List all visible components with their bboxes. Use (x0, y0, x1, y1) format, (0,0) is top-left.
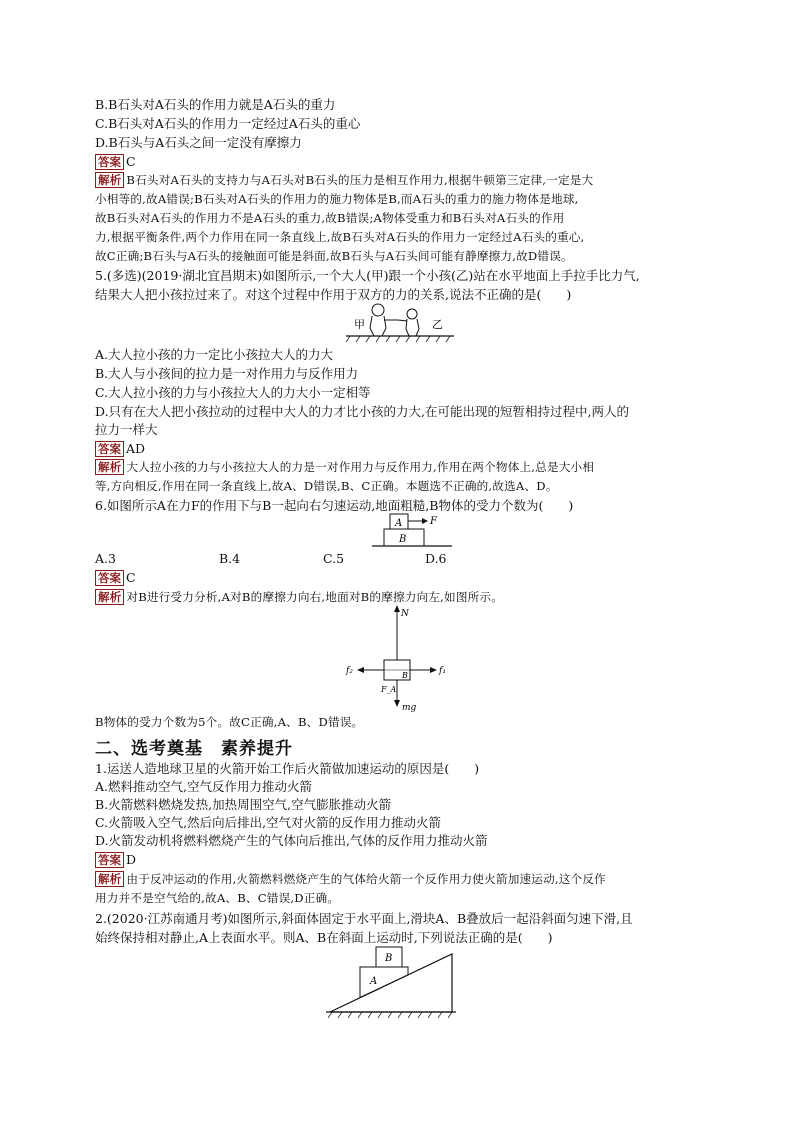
s2q2-stem-line: 2.(2020·江苏南通月考)如图所示,斜面体固定于水平面上,滑块A、B叠放后一起沿斜面匀速下滑,且 (95, 911, 633, 926)
s2q1-explanation-line: 用力并不是空气给的,故A、B、C错误,D正确。 (95, 891, 340, 905)
q5-stem-line: 结果大人把小孩拉过来了。对这个过程中作用于双方的力的关系,说法不正确的是( ) (95, 287, 572, 302)
q5-figure-tug (340, 302, 460, 344)
s2q1-option-b: B.火箭燃料燃烧发热,加热周围空气,空气膨胀推动火箭 (95, 797, 392, 812)
q5-option-d-cont: 拉力一样大 (95, 422, 158, 437)
q4-answer-row (95, 153, 136, 170)
s2q1-option-a: A.燃料推动空气,空气反作用力推动火箭 (95, 779, 312, 794)
q6-label-a: A (395, 518, 403, 529)
s2q2-figure-incline (326, 942, 476, 1022)
q5-answer: AD (126, 441, 146, 456)
s2q1-stem: 1.运送人造地球卫星的火箭开始工作后火箭做加速运动的原因是( ) (95, 761, 480, 776)
q6-option-a: A.3 (95, 551, 116, 566)
q4-explanation-line: 故B石头对A石头的作用力不是A石头的重力,故B错误;A物体受重力和B石头对A石头的作用 (95, 211, 565, 225)
q4-explanation-line: 故C正确;B石头与A石头的接触面可能是斜面,故B石头与A石头间可能有静摩擦力,故D错误。 (95, 249, 573, 263)
q6-option-d: D.6 (425, 551, 447, 566)
explain-tag: 解析 (95, 871, 124, 887)
q6-figure-blocks (372, 512, 472, 550)
q6-option-b: B.4 (219, 551, 241, 566)
q4-option-d: D.B石头与A石头之间一定没有摩擦力 (95, 135, 302, 150)
q6-answer-row (95, 569, 136, 586)
s2q1-option-c: C.火箭吸入空气,然后向后排出,空气对火箭的反作用力推动火箭 (95, 815, 442, 830)
q6-stem: 6.如图所示A在力F的作用下与B一起向右匀速运动,地面粗糙,B物体的受力个数为( ) (95, 498, 574, 513)
q4-option-c: C.B石头对A石头的作用力一定经过A石头的重心 (95, 116, 361, 131)
answer-tag: 答案 (95, 852, 124, 868)
s2q1-explanation-line: 解析 由于反冲运动的作用,火箭燃料燃烧产生的气体给火箭一个反作用力使火箭加速运动,这个反作 (95, 871, 606, 888)
q5-option-b: B.大人与小孩间的拉力是一对作用力与反作用力 (95, 366, 359, 381)
fbd-label-fa: F_A (381, 685, 397, 694)
q4-answer: C (126, 154, 136, 169)
q5-answer-row (95, 440, 145, 457)
fbd-label-mg: mg (402, 703, 417, 713)
q4-explanation-line: 力,根据平衡条件,两个力作用在同一条直线上,故B石头对A石头的作用力一定经过A石头的重心, (95, 230, 585, 244)
q5-explanation-line: 等,方向相反,作用在同一条直线上,故A、D错误,B、C正确。本题选不正确的,故选A、D。 (95, 479, 558, 493)
q6-explanation-line: 解析 对B进行受力分析,A对B的摩擦力向右,地面对B的摩擦力向左,如图所示。 (95, 589, 503, 606)
fbd-label-f1: f₁ (439, 666, 446, 676)
s2q2-label-a: A (370, 976, 378, 987)
q6-free-body-diagram (340, 604, 460, 714)
answer-tag: 答案 (95, 570, 124, 586)
s2q2-label-b: B (385, 953, 393, 964)
q6-label-f: F (430, 516, 437, 527)
q5-option-a: A.大人拉小孩的力一定比小孩拉大人的力大 (95, 347, 334, 362)
q5-option-c: C.大人拉小孩的力与小孩拉大人的力大小一定相等 (95, 385, 371, 400)
fbd-label-n: N (401, 609, 409, 619)
q6-option-c: C.5 (323, 551, 345, 566)
answer-tag: 答案 (95, 441, 124, 457)
fbd-label-f2: f₂ (346, 666, 353, 676)
fbd-label-b: B (402, 671, 408, 680)
s2q1-answer: D (126, 852, 137, 867)
s2q1-answer-row (95, 851, 136, 868)
q4-option-b: B.B石头对A石头的作用力就是A石头的重力 (95, 97, 336, 112)
explain-tag: 解析 (95, 172, 124, 188)
q4-explanation-line: 小相等的,故A错误;B石头对A石头的作用力的施力物体是B,而A石头的重力的施力物体是地球, (95, 192, 579, 206)
q4-explanation-line: 解析 B石头对A石头的支持力与A石头对B石头的压力是相互作用力,根据牛顿第三定律,一定是大 (95, 172, 593, 189)
q5-label-left: 甲 (354, 318, 365, 331)
explain-tag: 解析 (95, 589, 124, 605)
q6-label-b: B (399, 534, 407, 545)
q5-option-d: D.只有在大人把小孩拉动的过程中大人的力才比小孩的力大,在可能出现的短暂相持过程中,两人的 (95, 404, 629, 419)
q6-answer: C (126, 570, 136, 585)
explain-tag: 解析 (95, 459, 124, 475)
s2q2-stem-line: 始终保持相对静止,A上表面水平。则A、B在斜面上运动时,下列说法正确的是( ) (95, 930, 553, 945)
q5-explanation-line: 解析 大人拉小孩的力与小孩拉大人的力是一对作用力与反作用力,作用在两个物体上,总是大小相 (95, 459, 594, 476)
s2q1-option-d: D.火箭发动机将燃料燃烧产生的气体向后推出,气体的反作用力推动火箭 (95, 833, 488, 848)
section-title: 二、选考奠基 素养提升 (95, 739, 293, 759)
q6-conclusion: B物体的受力个数为5个。故C正确,A、B、D错误。 (95, 715, 364, 729)
answer-tag: 答案 (95, 154, 124, 170)
q5-label-right: 乙 (432, 318, 443, 331)
q5-stem-line: 5.(多选)(2019·湖北宜昌期末)如图所示,一个大人(甲)跟一个小孩(乙)站在水平地面上手拉手比力气, (95, 268, 640, 283)
